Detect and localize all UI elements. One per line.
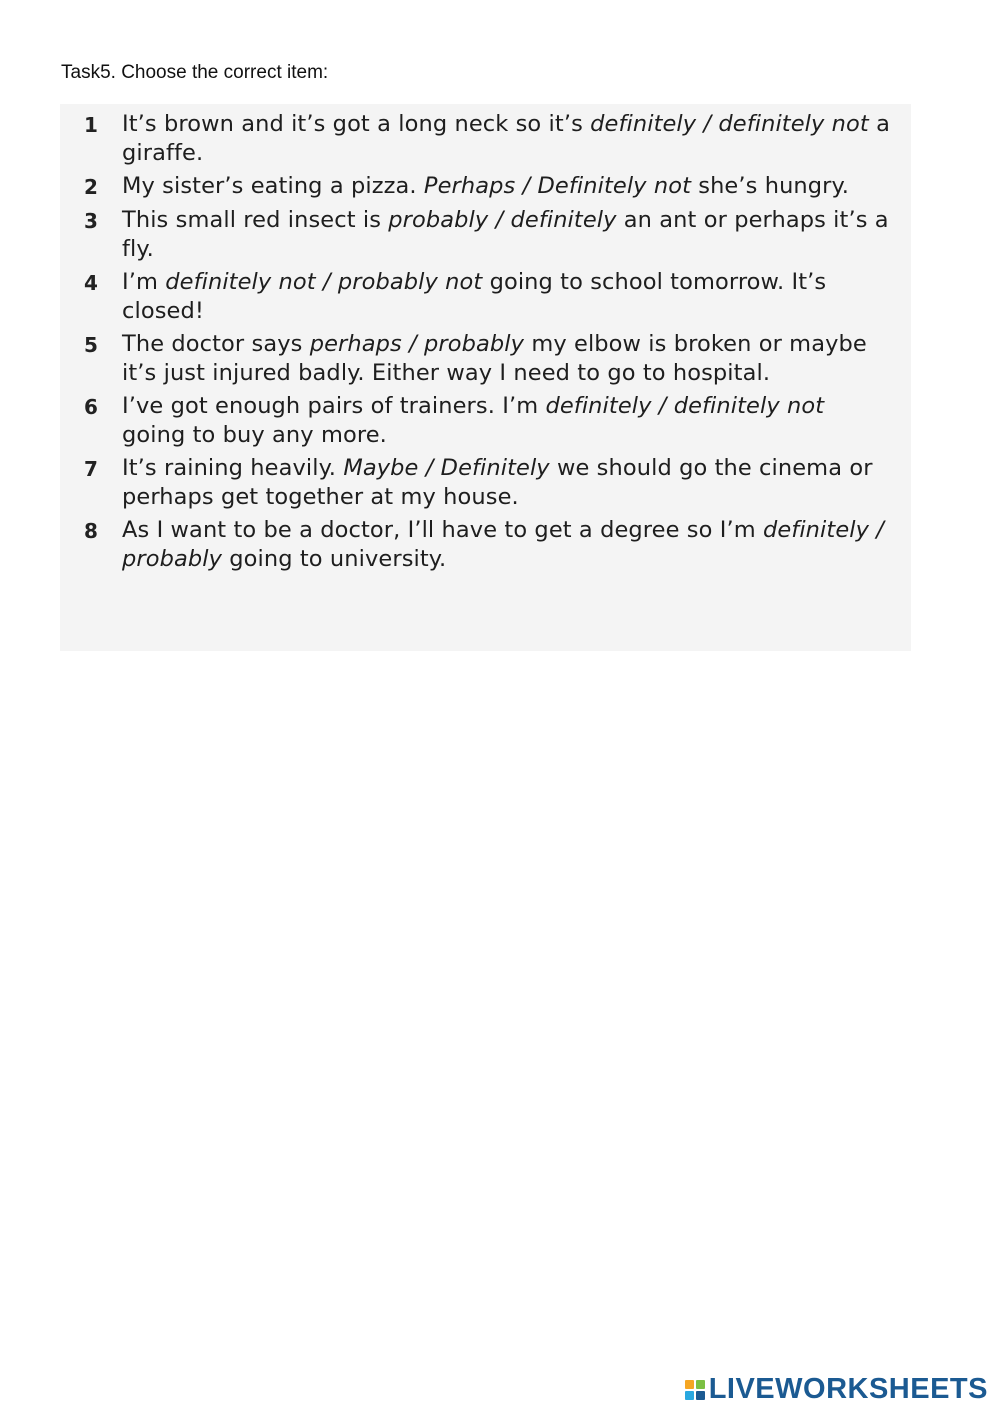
- item-number: 7: [84, 457, 98, 481]
- exercise-item: [84, 330, 891, 388]
- answer-options: perhaps / probably: [309, 331, 525, 357]
- item-text-segment: This small red insect is: [122, 207, 389, 233]
- item-number: 5: [84, 333, 98, 357]
- item-text: [122, 392, 891, 450]
- logo-square: [696, 1380, 705, 1389]
- item-text-segment: going to school tomorrow. It’s closed!: [122, 269, 827, 324]
- item-text: [122, 516, 891, 574]
- exercise-item: [84, 268, 891, 326]
- logo-square: [696, 1391, 705, 1400]
- exercise-item: [84, 206, 891, 264]
- exercise-item: [84, 392, 891, 450]
- item-number: 4: [84, 271, 98, 295]
- item-text-segment: The doctor says: [122, 331, 310, 357]
- exercise-item: [84, 516, 891, 574]
- answer-options: definitely not / probably not: [165, 269, 483, 295]
- item-text-segment: an ant or perhaps it’s a fly.: [122, 207, 889, 262]
- item-text-segment: It’s brown and it’s got a long neck so it’s: [122, 111, 591, 137]
- item-text-segment: my elbow is broken or maybe it’s just injured badly. Either way I need to go to hospital.: [122, 331, 867, 386]
- logo-square: [685, 1380, 694, 1389]
- item-text: [122, 330, 891, 388]
- liveworksheets-logo: [685, 1373, 988, 1406]
- item-text: [122, 172, 849, 201]
- item-text-segment: I’ve got enough pairs of trainers. I’m: [122, 393, 546, 419]
- logo-text: LIVEWORKSHEETS: [708, 1373, 988, 1405]
- answer-options: definitely / probably: [122, 517, 884, 572]
- exercise-box: [60, 104, 911, 651]
- logo-square: [685, 1391, 694, 1400]
- item-text-segment: It’s raining heavily.: [122, 455, 344, 481]
- answer-options: definitely / definitely not: [590, 111, 869, 137]
- item-number: 3: [84, 209, 98, 233]
- item-number: 2: [84, 175, 98, 199]
- item-text-segment: My sister’s eating a pizza.: [122, 173, 424, 199]
- exercise-item: [84, 454, 891, 512]
- item-number: 6: [84, 395, 98, 419]
- item-text-segment: As I want to be a doctor, I’ll have to get a degree so I’m: [122, 517, 763, 543]
- item-text: [122, 454, 891, 512]
- item-text-segment: going to university.: [222, 546, 447, 572]
- item-text: [122, 206, 891, 264]
- item-text-segment: she’s hungry.: [691, 173, 849, 199]
- answer-options: Maybe / Definitely: [343, 455, 550, 481]
- item-text-segment: a giraffe.: [122, 111, 890, 166]
- task-title: Task5. Choose the correct item:: [61, 62, 329, 83]
- answer-options: probably / definitely: [388, 207, 617, 233]
- exercise-item: [84, 172, 891, 202]
- exercise-item: [84, 110, 891, 168]
- answer-options: Perhaps / Definitely not: [423, 173, 691, 199]
- item-text-segment: I’m: [122, 269, 166, 295]
- item-text: [122, 268, 891, 326]
- item-text-segment: we should go the cinema or perhaps get together at my house.: [122, 455, 873, 510]
- liveworksheets-logo-icon: [685, 1380, 705, 1400]
- item-number: 8: [84, 519, 98, 543]
- item-text: [122, 110, 891, 168]
- item-text-segment: going to buy any more.: [122, 422, 387, 448]
- answer-options: definitely / definitely not: [545, 393, 825, 419]
- item-number: 1: [84, 113, 98, 137]
